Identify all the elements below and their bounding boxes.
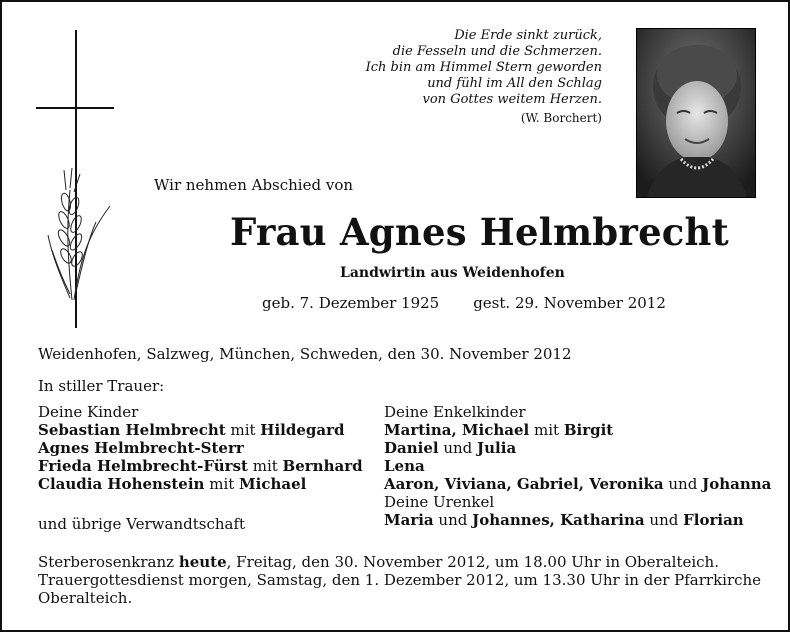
service-info [38, 553, 762, 607]
poem-line: und fühl im All den Schlag [427, 76, 602, 91]
list-item: Lena [384, 457, 425, 475]
poem-line: Die Erde sinkt zurück, [454, 28, 602, 43]
grandchildren-list [384, 403, 771, 529]
funeral-service-place: Oberalteich. [38, 589, 133, 607]
poem-line: die Fesseln und die Schmerzen. [392, 44, 602, 59]
cross-wheat-icon [36, 30, 118, 328]
list-item: Agnes Helmbrecht-Sterr [38, 439, 244, 457]
great-grandchildren-heading: Deine Urenkel [384, 493, 495, 511]
list-item: Sebastian Helmbrecht mit Hildegard [38, 421, 345, 439]
children-list [38, 403, 363, 493]
birth-date: geb. 7. Dezember 1925 [262, 294, 440, 312]
poem-author: (W. Borchert) [520, 111, 602, 125]
funeral-service-info: Trauergottesdienst morgen, Samstag, den 1. Dezember 2012, um 13.30 Uhr in der Pfarrkirche [38, 571, 762, 589]
deceased-name: Frau Agnes Helmbrecht [230, 210, 729, 254]
portrait-photo [636, 28, 756, 198]
children-heading: Deine Kinder [38, 403, 139, 421]
list-item: Daniel und Julia [384, 439, 517, 457]
list-item: Martina, Michael mit Birgit [384, 421, 614, 439]
list-item: Frieda Helmbrecht-Fürst mit Bernhard [38, 457, 363, 475]
mourning-label: In stiller Trauer: [38, 377, 165, 395]
poem [242, 28, 602, 126]
relatives-text: und übrige Verwandtschaft [38, 515, 246, 533]
life-dates [262, 294, 666, 312]
grandchildren-heading: Deine Enkelkinder [384, 403, 526, 421]
location-date: Weidenhofen, Salzweg, München, Schweden, den 30. November 2012 [38, 345, 572, 363]
poem-line: Ich bin am Himmel Stern geworden [365, 60, 602, 75]
list-item: Maria und Johannes, Katharina und Florian [384, 511, 744, 529]
death-date: gest. 29. November 2012 [473, 294, 666, 312]
list-item: Claudia Hohenstein mit Michael [38, 475, 307, 493]
rosary-info: Sterberosenkranz heute, Freitag, den 30. November 2012, um 18.00 Uhr in Oberalteich. [38, 553, 719, 571]
intro-text: Wir nehmen Abschied von [154, 176, 354, 194]
deceased-occupation: Landwirtin aus Weidenhofen [340, 265, 565, 281]
poem-line: von Gottes weitem Herzen. [422, 92, 602, 107]
list-item: Aaron, Viviana, Gabriel, Veronika und Johanna [384, 475, 772, 493]
